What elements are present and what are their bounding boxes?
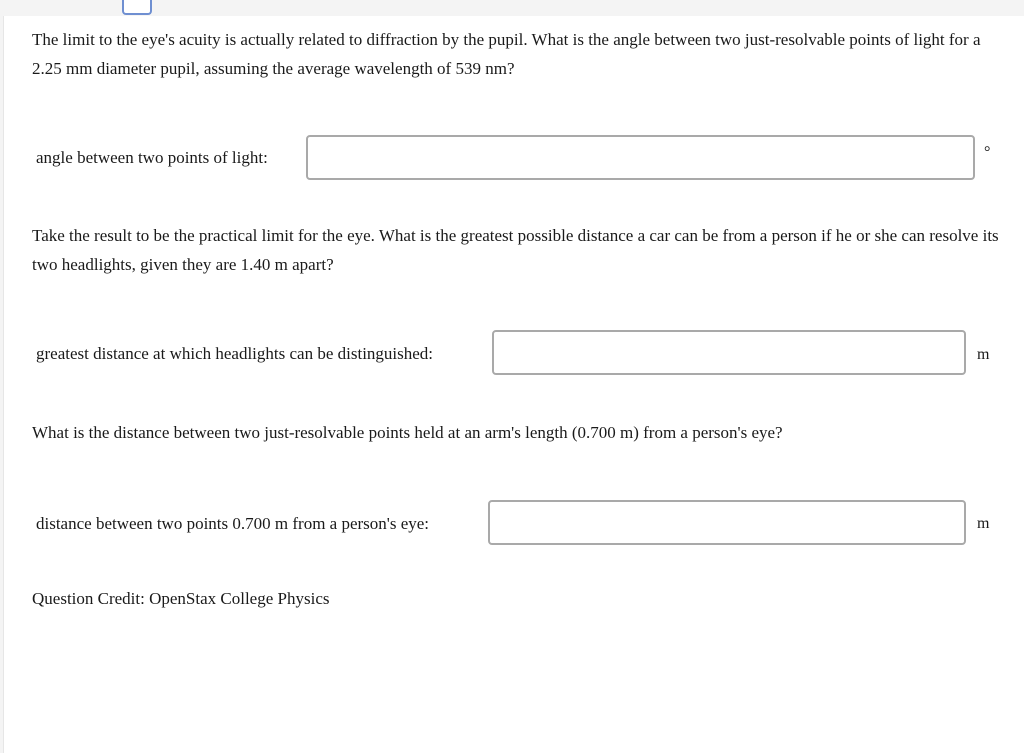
question-1-unit: ° bbox=[984, 144, 991, 161]
question-1-prompt: The limit to the eye's acuity is actually related to diffraction by the pupil. What is the angle between two just-resolvable points of light for a 2.25 mm diameter pupil, assuming the average wavelength of 539 nm? bbox=[32, 30, 981, 78]
question-3-field-label: distance between two points 0.700 m from a person's eye: bbox=[36, 514, 430, 533]
angle-answer-input[interactable] bbox=[306, 135, 975, 180]
distance-answer-input[interactable] bbox=[492, 330, 966, 375]
question-3-prompt: What is the distance between two just-resolvable points held at an arm's length (0.700 m) from a person's eye? bbox=[32, 423, 783, 442]
question-2-prompt: Take the result to be the practical limit for the eye. What is the greatest possible distance a car can be from a person if he or she can resolve its two headlights, given they are 1.40 m apart? bbox=[32, 226, 999, 274]
arm-length-distance-input[interactable] bbox=[488, 500, 966, 545]
question-2-field-label: greatest distance at which headlights can be distinguished: bbox=[36, 344, 434, 363]
question-3-unit: m bbox=[977, 515, 990, 532]
question-panel bbox=[3, 16, 1024, 753]
top-tab-indicator[interactable] bbox=[122, 0, 152, 15]
question-credit: Question Credit: OpenStax College Physics bbox=[32, 589, 330, 608]
question-1-field-label: angle between two points of light: bbox=[36, 148, 268, 167]
question-2-unit: m bbox=[977, 346, 990, 363]
